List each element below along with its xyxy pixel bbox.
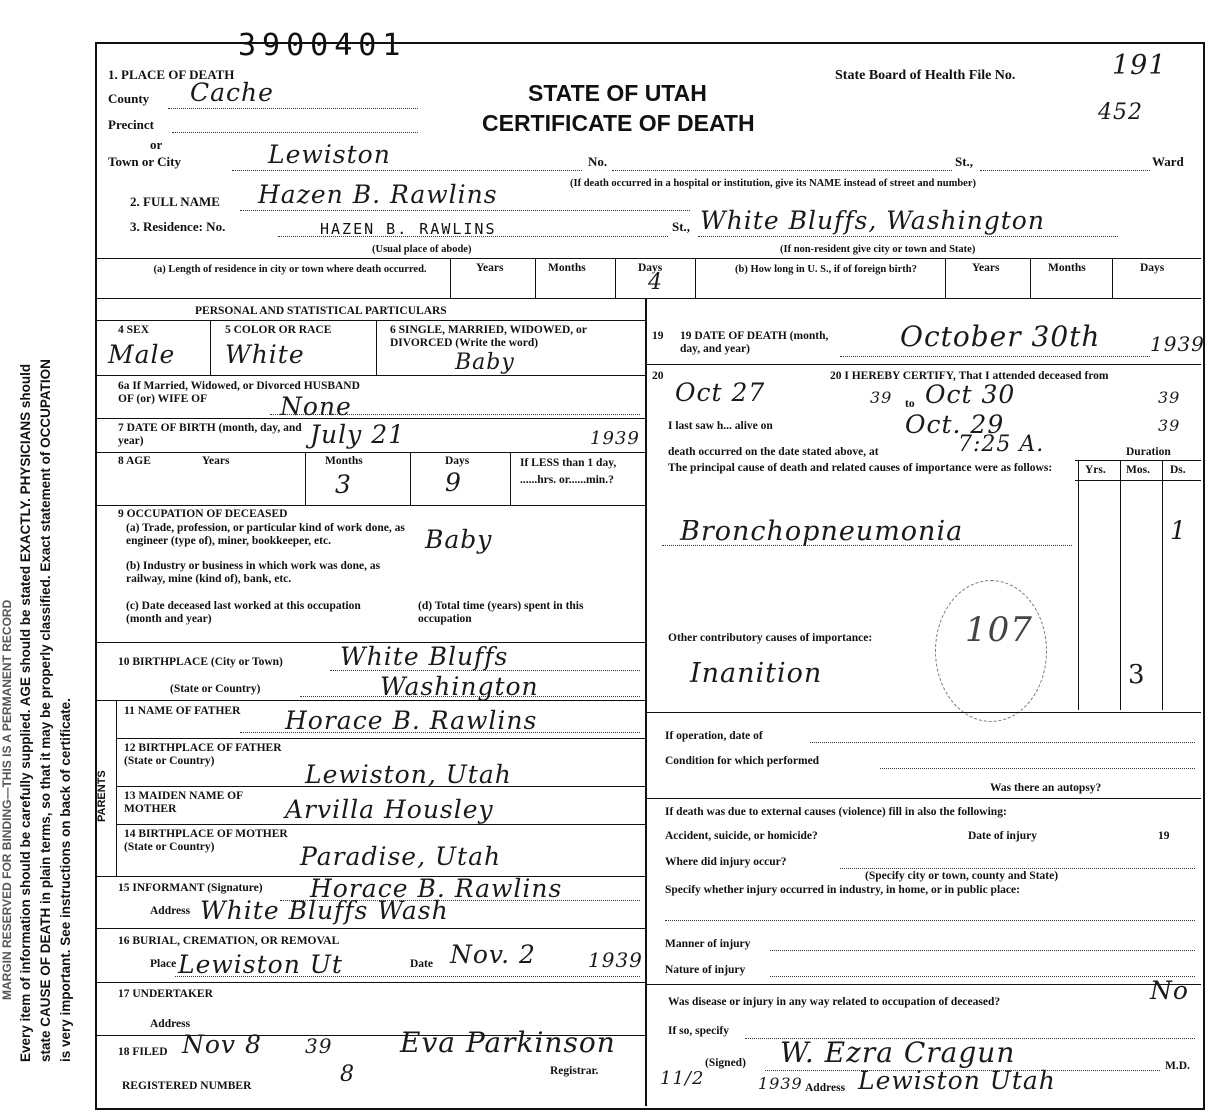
occupation-label: 9 OCCUPATION OF DECEASED [118, 508, 288, 520]
occupation-b-label: (b) Industry or business in which work was done, as railway, mine (kind of), bank, etc. [126, 560, 381, 585]
nonresident-note: (If non-resident give city or town and State) [780, 244, 976, 255]
attended-from: Oct 27 [675, 378, 766, 407]
signed-date: 11/2 [660, 1068, 705, 1089]
physician-address: Lewiston Utah [858, 1066, 1056, 1095]
dod-label-number: 19 [652, 330, 664, 342]
dob-year: 1939 [590, 428, 640, 449]
burial-label: 16 BURIAL, CREMATION, OR REMOVAL [118, 935, 340, 947]
registrar-signature: Eva Parkinson [400, 1026, 616, 1059]
or-label: or [150, 137, 163, 152]
res-years-header: Years [476, 262, 504, 274]
occupation-d-label: (d) Total time (years) spent in this occupation [418, 600, 584, 625]
residence-label: 3. Residence: No. [130, 219, 226, 234]
birth-state-label: (State or Country) [170, 683, 261, 695]
principal-cause-days: 1 [1170, 516, 1187, 545]
sex-label: 4 SEX [118, 324, 149, 336]
title-state: STATE OF UTAH [528, 80, 707, 106]
burial-place-value: Lewiston Ut [178, 950, 343, 979]
us-days-header: Days [1140, 262, 1165, 274]
father-birthplace-label: 12 BIRTHPLACE OF FATHER (State or Country) [124, 742, 282, 767]
ward-label: Ward [1152, 154, 1184, 169]
age-months-value: 3 [335, 470, 352, 499]
dod-year: 1939 [1150, 332, 1205, 356]
color-value: White [225, 340, 305, 369]
dod-label: 19 DATE OF DEATH (month, day, and year) [680, 330, 829, 355]
autopsy-label: Was there an autopsy? [990, 782, 1102, 794]
duration-yrs: Yrs. [1085, 464, 1106, 476]
instructions-line-1: Every item of information should be carefully supplied. AGE should be stated EXACTLY. PHYSICIANS should [18, 363, 33, 1062]
certify-number: 20 [652, 370, 664, 382]
occupation-a-label: (a) Trade, profession, or particular kind of work done, as engineer (type of), miner, bookkeeper, etc. [126, 522, 405, 547]
residence-value: White Bluffs, Washington [700, 206, 1045, 235]
burial-date-label: Date [410, 958, 433, 970]
registrar-label: Registrar. [550, 1065, 599, 1077]
town-value: Lewiston [268, 140, 391, 169]
residence-typed: HAZEN B. RAWLINS [320, 220, 497, 238]
birthplace-label: 10 BIRTHPLACE (City or Town) [118, 656, 283, 668]
where-injury-label: Where did injury occur? [665, 856, 787, 868]
undertaker-label: 17 UNDERTAKER [118, 988, 213, 1000]
death-time-label: death occurred on the date stated above, at [668, 446, 879, 458]
filed-value: Nov 8 [182, 1030, 262, 1059]
registered-number-label: REGISTERED NUMBER [122, 1080, 252, 1092]
injury-year: 19 [1158, 830, 1170, 842]
file-no-secondary: 452 [1098, 100, 1143, 125]
age-days-label: Days [445, 455, 470, 467]
age-days-value: 9 [445, 468, 462, 497]
mother-birthplace-value: Paradise, Utah [300, 842, 502, 871]
residence-st-label: St., [672, 219, 691, 234]
place-of-death-label: 1. PLACE OF DEATH [108, 67, 235, 82]
full-name-label: 2. FULL NAME [130, 194, 220, 209]
birthplace-value: White Bluffs [340, 642, 509, 671]
attended-to: Oct 30 [925, 380, 1016, 409]
occupation-c-label: (c) Date deceased last worked at this occupation (month and year) [126, 600, 361, 625]
certify-label: 20 I HEREBY CERTIFY, That I attended deceased from [830, 370, 1109, 382]
duration-ds: Ds. [1170, 464, 1186, 476]
father-value: Horace B. Rawlins [285, 706, 538, 735]
hospital-note: (If death occurred in a hospital or institution, give its NAME instead of street and number) [570, 178, 977, 189]
manner-label: Manner of injury [665, 938, 751, 950]
registered-number-value: 8 [340, 1062, 355, 1087]
cause-code: 107 [965, 610, 1033, 650]
birth-state-value: Washington [380, 672, 539, 701]
marital-value: Baby [455, 350, 515, 375]
other-cause-months: 3 [1128, 660, 1146, 690]
us-years-header: Years [972, 262, 1000, 274]
town-label: Town or City [108, 154, 181, 169]
title-certificate: CERTIFICATE OF DEATH [482, 110, 755, 136]
burial-place-label: Place [150, 958, 177, 970]
sex-value: Male [108, 340, 176, 369]
certificate-number: 3900401 [238, 28, 407, 63]
husband-value: None [280, 392, 352, 421]
full-name-value: Hazen B. Rawlins [258, 180, 498, 209]
physician-address-label: Address [805, 1082, 846, 1094]
md-label: M.D. [1165, 1060, 1190, 1072]
if-so-label: If so, specify [668, 1025, 730, 1037]
marital-label: 6 SINGLE, MARRIED, WIDOWED, or DIVORCED (Write the word) [390, 324, 587, 349]
occupation-related-value: No [1150, 976, 1189, 1005]
where-injury-note: (Specify city or town, county and State) [865, 870, 1059, 882]
res-days-header: Days [638, 262, 663, 274]
dob-value: July 21 [310, 420, 406, 449]
county-label: County [108, 91, 150, 106]
injury-date-label: Date of injury [968, 830, 1037, 842]
length-of-residence-label: (a) Length of residence in city or town where death occurred. [153, 264, 427, 275]
other-causes-label: Other contributory causes of importance: [668, 632, 873, 644]
file-no-value: 191 [1112, 50, 1167, 81]
last-saw-label: I last saw h... alive on [668, 420, 773, 432]
physician-signature: W. Ezra Cragun [780, 1036, 1016, 1069]
nature-label: Nature of injury [665, 964, 746, 976]
mother-value: Arvilla Housley [285, 795, 494, 824]
occupation-related-label: Was disease or injury in any way related to occupation of deceased? [668, 996, 1001, 1008]
father-label: 11 NAME OF FATHER [124, 705, 241, 717]
husband-label: 6a If Married, Widowed, or Divorced HUSBAND OF (or) WIFE OF [118, 380, 360, 405]
father-birthplace-value: Lewiston, Utah [305, 760, 512, 789]
filed-label: 18 FILED [118, 1046, 168, 1058]
instructions-line-2: state CAUSE OF DEATH in plain terms, so that it may be properly classified. Exact statement of OCCUPATION [38, 359, 53, 1062]
duration-label: Duration [1126, 446, 1171, 458]
filed-year: 39 [305, 1034, 333, 1058]
signed-year: 1939 [758, 1074, 803, 1093]
binding-margin-note: MARGIN RESERVED FOR BINDING—THIS IS A PERMANENT RECORD [0, 599, 14, 1000]
signed-label: (Signed) [705, 1057, 746, 1069]
age-years-label: Years [202, 455, 230, 467]
age-months-label: Months [325, 455, 363, 467]
precinct-label: Precinct [108, 117, 154, 132]
street-label: St., [955, 154, 974, 169]
burial-date-value: Nov. 2 [450, 940, 536, 969]
attended-to-year: 39 [1158, 388, 1181, 407]
informant-value: Horace B. Rawlins [310, 874, 563, 903]
operation-label: If operation, date of [665, 730, 763, 742]
less-than-day-label: If LESS than 1 day, ......hrs. or......min.? [520, 457, 617, 487]
mother-birthplace-label: 14 BIRTHPLACE OF MOTHER (State or Country) [124, 828, 288, 853]
age-label: 8 AGE [118, 455, 151, 467]
principal-cause: Bronchopneumonia [680, 516, 964, 547]
other-cause: Inanition [690, 658, 823, 689]
res-days-value: 4 [648, 270, 663, 295]
instructions-line-3: is very important. See instructions on back of certificate. [58, 698, 73, 1062]
undertaker-address-label: Address [150, 1018, 191, 1030]
code-stamp-circle [935, 580, 1047, 722]
file-no-label: State Board of Health File No. [835, 68, 1016, 83]
dob-label: 7 DATE OF BIRTH (month, day, and year) [118, 422, 302, 447]
last-saw-value: Oct. 29 [905, 410, 1005, 439]
specify-injury-label: Specify whether injury occurred in industry, in home, or in public place: [665, 884, 1020, 896]
external-causes-label: If death was due to external causes (violence) fill in also the following: [665, 806, 1007, 818]
county-value: Cache [190, 78, 274, 107]
last-saw-year: 39 [1158, 416, 1181, 435]
usual-abode-note: (Usual place of abode) [372, 244, 472, 255]
cause-label: The principal cause of death and related causes of importance were as follows: [668, 462, 1053, 474]
condition-label: Condition for which performed [665, 755, 820, 767]
personal-heading: PERSONAL AND STATISTICAL PARTICULARS [195, 305, 447, 317]
foreign-birth-label: (b) How long in U. S., if of foreign birth? [735, 264, 917, 275]
informant-address-label: Address [150, 905, 191, 917]
accident-label: Accident, suicide, or homicide? [665, 830, 818, 842]
res-months-header: Months [548, 262, 586, 274]
occupation-value: Baby [425, 525, 493, 554]
duration-mos: Mos. [1126, 464, 1150, 476]
burial-year: 1939 [588, 948, 643, 972]
death-time-value: 7:25 A. [958, 432, 1045, 457]
street-no-label: No. [588, 154, 608, 169]
attended-from-year: 39 [870, 388, 893, 407]
us-months-header: Months [1048, 262, 1086, 274]
to-label: to [905, 398, 915, 410]
dod-value: October 30th [900, 320, 1101, 353]
color-label: 5 COLOR OR RACE [225, 324, 332, 336]
mother-label: 13 MAIDEN NAME OF MOTHER [124, 790, 243, 815]
informant-label: 15 INFORMANT (Signature) [118, 882, 263, 894]
informant-address-value: White Bluffs Wash [200, 896, 449, 925]
parents-label: PARENTS [96, 770, 108, 822]
